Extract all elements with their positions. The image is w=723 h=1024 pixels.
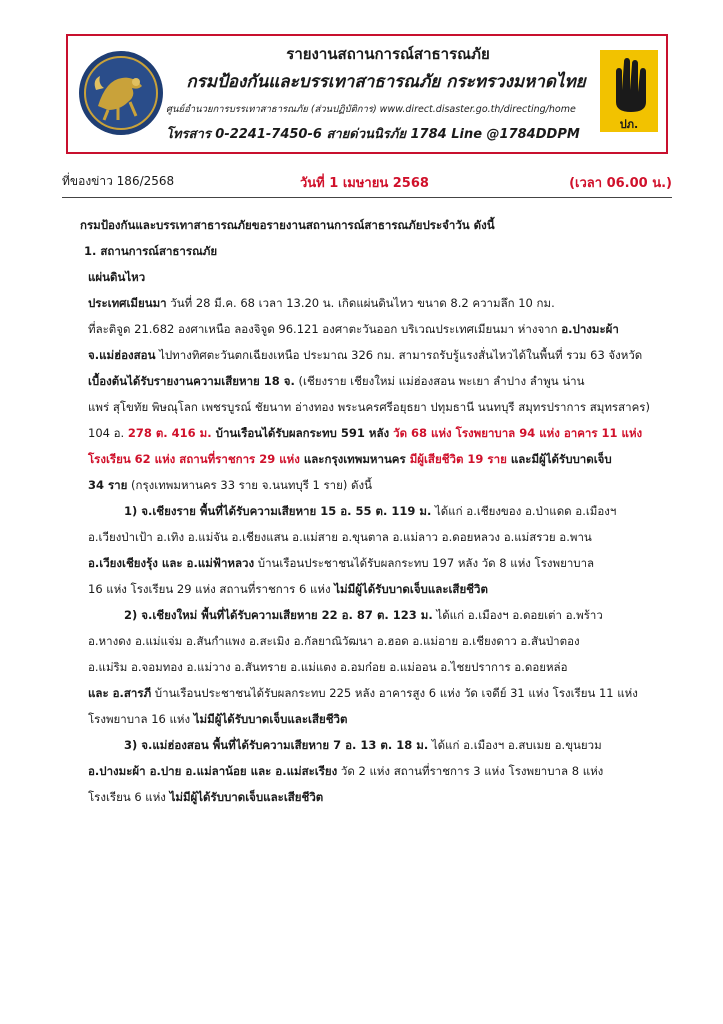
province-item-line: 1) จ.เชียงราย พื้นที่ได้รับความเสียหาย 15 อ. 55 ต. 119 ม. ได้แก่ อ.เชียงของ อ.ป่าแดด อ.เมืองฯ [124,504,617,518]
province-item-line: อ.ปางมะผ้า อ.ปาย อ.แม่ลาน้อย และ อ.แม่สะเรียง วัด 2 แห่ง สถานที่ราชการ 3 แห่ง โรงพยาบาล 8 แห่ง [88,764,604,778]
logo-text: ปภ. [619,118,639,131]
province-item-line: 3) จ.แม่ฮ่องสอน พื้นที่ได้รับความเสียหาย 7 อ. 13 ต. 18 ม. ได้แก่ อ.เมืองฯ อ.สบเมย อ.ขุนยวม [124,738,602,752]
quake-paragraph-line: 34 ราย (กรุงเทพมหานคร 33 ราย จ.นนทบุรี 1 ราย) ดังนี้ [88,478,372,492]
quake-paragraph-line: ที่ละติจูด 21.682 องศาเหนือ ลองจิจูด 96.121 องศาตะวันออก บริเวณประเทศเมียนมา ห่างจาก อ.ปางมะผ้า [88,322,619,336]
report-body [80,212,673,810]
ddpm-hand-logo-icon [600,50,658,132]
contact-line: โทรสาร 0-2241-7450-6 สายด่วนนิรภัย 1784 Line @1784DDPM [166,127,580,142]
divider [62,197,672,198]
province-item-line: โรงเรียน 6 แห่ง ไม่มีผู้ได้รับบาดเจ็บและเสียชีวิต [88,790,324,804]
quake-paragraph-line: โรงเรียน 62 แห่ง สถานที่ราชการ 29 แห่ง และกรุงเทพมหานคร มีผู้เสียชีวิต 19 ราย และมีผู้ได้รับบาดเจ็บ [88,452,612,466]
quake-paragraph-line: ประเทศเมียนมา วันที่ 28 มี.ค. 68 เวลา 13.20 น. เกิดแผ่นดินไหว ขนาด 8.2 ความลึก 10 กม. [88,296,555,310]
quake-paragraph-line: แพร่ สุโขทัย พิษณุโลก เพชรบูรณ์ ชัยนาท อ่างทอง พระนครศรีอยุธยา ปทุมธานี นนทบุรี สมุทรปราการ สมุทรสาคร) [88,400,650,414]
province-item-line: 2) จ.เชียงใหม่ พื้นที่ได้รับความเสียหาย 22 อ. 87 ต. 123 ม. ได้แก่ อ.เมืองฯ อ.ดอยเต่า อ.พร้าว [124,608,603,622]
province-item-line: อ.หางดง อ.แม่แจ่ม อ.สันกำแพง อ.สะเมิง อ.กัลยาณิวัฒนา อ.ฮอด อ.แม่อาย อ.เชียงดาว อ.สันป่าตอง [88,634,580,648]
quake-paragraph-line: จ.แม่ฮ่องสอน ไปทางทิศตะวันตกเฉียงเหนือ ประมาณ 326 กม. สามารถรับรู้แรงสั่นไหวได้ในพื้นที่ รวม 63 จังหวัด [88,348,643,362]
province-item-line: อ.เวียงเชียงรุ้ง และ อ.แม่ฟ้าหลวง บ้านเรือนประชาชนได้รับผลกระทบ 197 หลัง วัด 8 แห่ง โรงพยาบาล [88,556,595,570]
department-name: กรมป้องกันและบรรเทาสาธารณภัย กระทรวงมหาดไทย [186,72,586,92]
report-date: วันที่ 1 เมษายน 2568 [300,176,429,191]
report-title: รายงานสถานการณ์สาธารณภัย [286,45,490,63]
report-header [66,34,668,154]
province-item-line: โรงพยาบาล 16 แห่ง ไม่มีผู้ได้รับบาดเจ็บและเสียชีวิต [88,712,348,726]
report-time: (เวลา 06.00 น.) [569,176,672,191]
quake-paragraph-line: เบื้องต้นได้รับรายงานความเสียหาย 18 จ. (เชียงราย เชียงใหม่ แม่ฮ่องสอน พะเยา ลำปาง ลำพูน น่าน [88,374,585,388]
report-meta [62,172,672,192]
intro-line: กรมป้องกันและบรรเทาสาธารณภัยขอรายงานสถานการณ์สาธารณภัยประจำวัน ดังนี้ [80,218,495,232]
news-number: ที่ของข่าว 186/2568 [62,174,175,188]
ddpm-seal-icon [78,50,164,136]
earthquake-heading: แผ่นดินไหว [88,270,146,284]
province-item-line: และ อ.สารภี บ้านเรือนประชาชนได้รับผลกระทบ 225 หลัง อาคารสูง 6 แห่ง วัด เจดีย์ 31 แห่ง โรงเรียน 11 แห่ง [88,686,638,700]
quake-paragraph-line: 104 อ. 278 ต. 416 ม. บ้านเรือนได้รับผลกระทบ 591 หลัง วัด 68 แห่ง โรงพยาบาล 94 แห่ง อาคาร 11 แห่ง [88,426,643,440]
command-center-line: ศูนย์อำนวยการบรรเทาสาธารณภัย (ส่วนปฏิบัติการ) www.direct.disaster.go.th/directing/home [166,104,576,115]
province-item-line: อ.แม่ริม อ.จอมทอง อ.แม่วาง อ.สันทราย อ.แม่แตง อ.อมก๋อย อ.แม่ออน อ.ไชยปราการ อ.ดอยหล่อ [88,660,568,674]
section-heading: 1. สถานการณ์สาธารณภัย [84,244,218,258]
province-item-line: อ.เวียงป่าเป้า อ.เทิง อ.แม่จัน อ.เชียงแสน อ.แม่สาย อ.ขุนตาล อ.แม่ลาว อ.ดอยหลวง อ.แม่สรวย อ.พาน [88,530,592,544]
province-item-line: 16 แห่ง โรงเรียน 29 แห่ง สถานที่ราชการ 6 แห่ง ไม่มีผู้ได้รับบาดเจ็บและเสียชีวิต [88,582,488,596]
